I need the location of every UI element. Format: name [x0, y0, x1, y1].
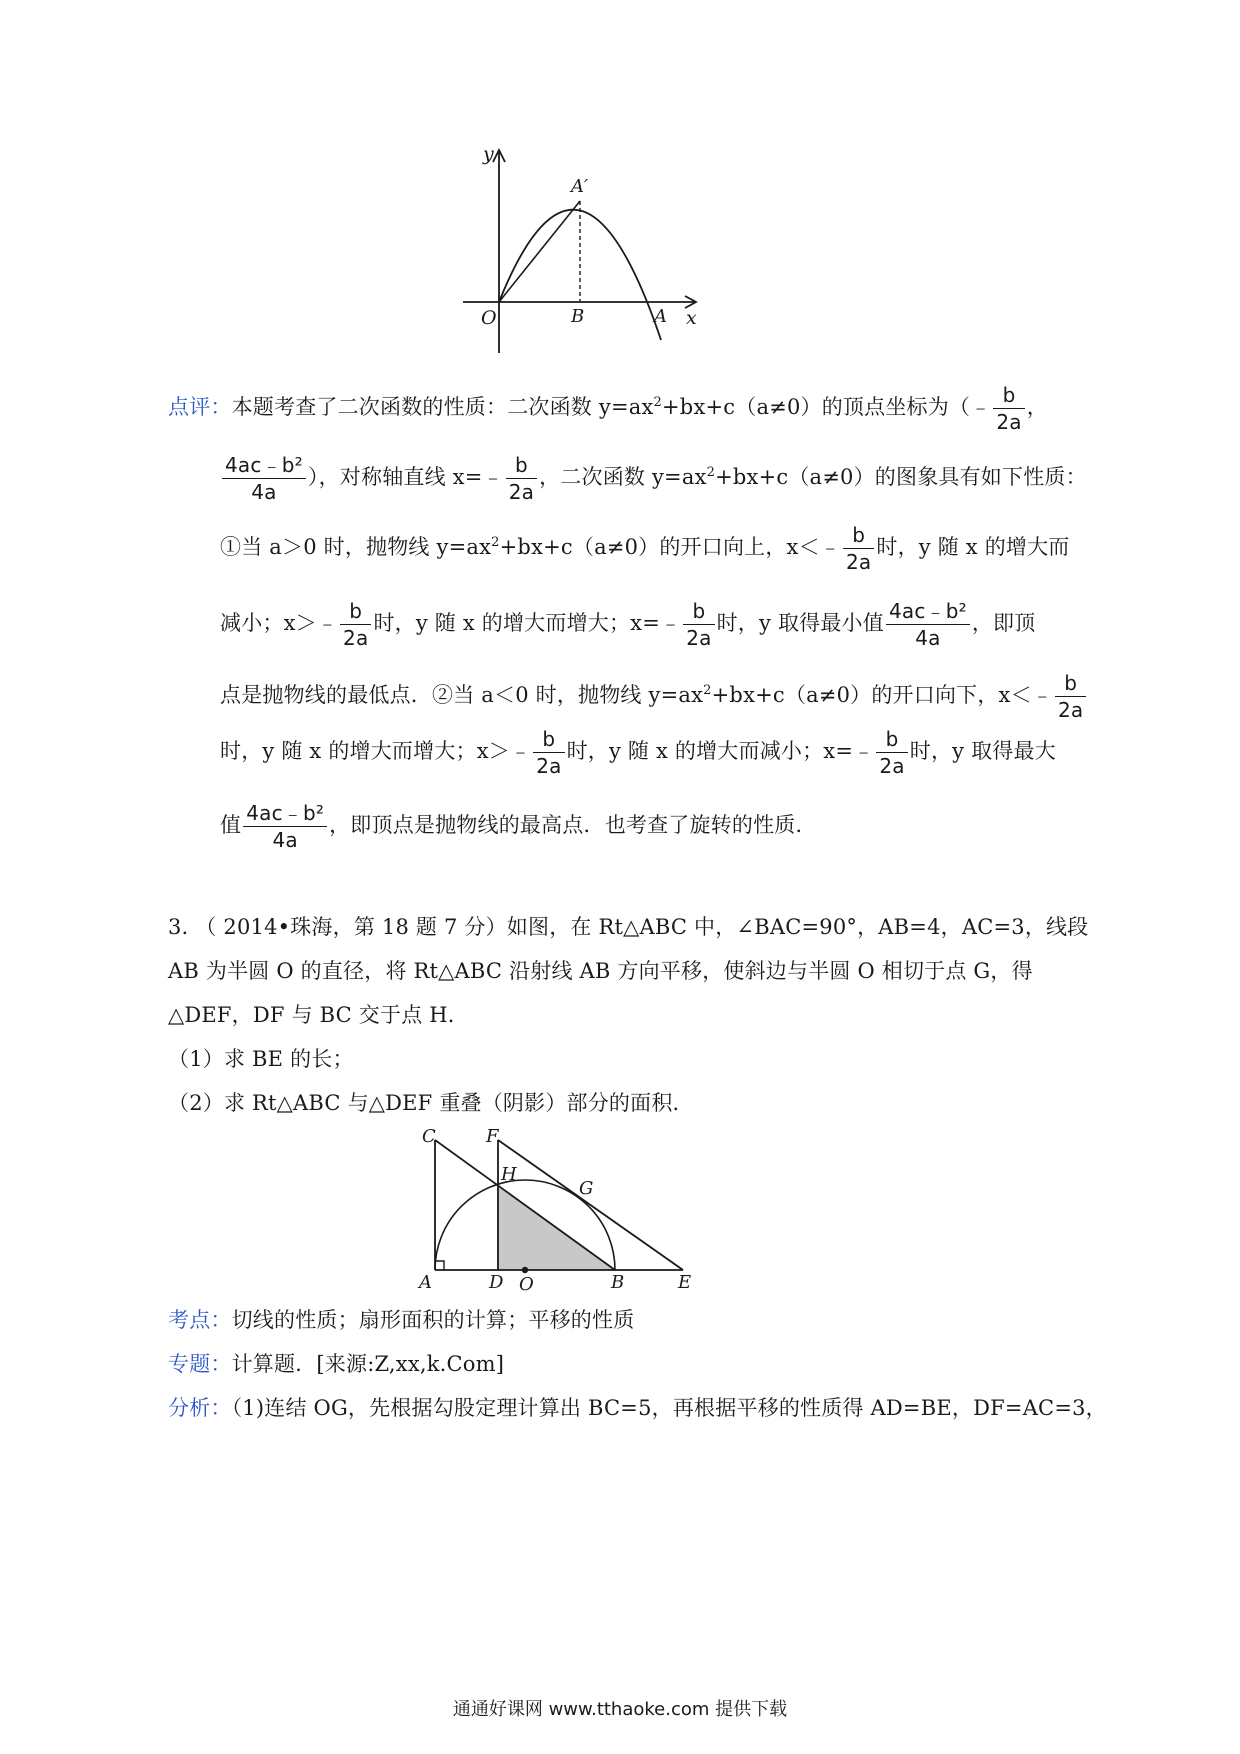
label-c: C	[422, 1126, 436, 1147]
review-text-6c: 时，y 取得最大	[909, 739, 1056, 763]
sup-2: 2	[653, 395, 662, 410]
review-text-3a: ①当 a＞0 时，抛物线 y=ax	[220, 535, 492, 559]
review-line-5	[220, 670, 1088, 723]
parabola-figure	[455, 138, 715, 368]
review-text-3c: 时，y 随 x 的增大而	[876, 535, 1070, 559]
kaodian-line	[168, 1305, 634, 1335]
label-g: G	[579, 1178, 594, 1199]
review-text-2a: ），对称轴直线 x=﹣	[307, 465, 504, 489]
fraction-b-over-2a: $\frac{b}{2a}$	[683, 598, 714, 651]
label-e: E	[678, 1272, 692, 1293]
label-a: A	[654, 306, 667, 327]
review-text-2c: +bx+c（a≠0）的图象具有如下性质：	[715, 465, 1087, 489]
fraction-b-over-2a: $\frac{b}{2a}$	[876, 726, 907, 779]
problem3-line-3: △DEF，DF 与 BC 交于点 H．	[168, 1003, 469, 1027]
review-text-1c: ，	[1026, 395, 1048, 419]
segment-oa-prime	[499, 201, 580, 302]
review-text-5b: +bx+c（a≠0）的开口向下，x＜﹣	[711, 683, 1053, 707]
label-f: F	[486, 1126, 499, 1147]
sup-2: 2	[706, 465, 716, 480]
page-footer: 通通好课网 www.tthaoke.com 提供下载	[452, 1699, 788, 1720]
label-y: y	[483, 143, 494, 165]
review-line-2	[220, 452, 1087, 505]
fraction-b-over-2a: $\frac{b}{2a}$	[993, 382, 1024, 435]
fraction-vertex-y: $\frac{\text{4ac﹣b²}}{4a}$	[886, 598, 970, 651]
review-text-1b: +bx+c（a≠0）的顶点坐标为（﹣	[662, 395, 992, 419]
review-text-7a: 值	[220, 813, 242, 837]
problem3-line-2: AB 为半圆 O 的直径，将 Rt△ABC 沿射线 AB 方向平移，使斜边与半圆 O 相切于点 G，得	[168, 959, 1033, 983]
label-o: O	[481, 307, 497, 329]
fraction-vertex-y: $\frac{\text{4ac﹣b²}}{4a}$	[222, 452, 306, 505]
fenxi-text: （1)连结 OG，先根据勾股定理计算出 BC=5，再根据平移的性质得 AD=BE，DF=AC=3，	[231, 1396, 1107, 1420]
triangle-semicircle-figure	[415, 1120, 705, 1295]
sup-2: 2	[491, 535, 500, 550]
review-text-4a: 减小；x＞﹣	[220, 611, 339, 635]
fenxi-line	[168, 1393, 1107, 1423]
review-text-3b: +bx+c（a≠0）的开口向上，x＜﹣	[499, 535, 841, 559]
sup-2: 2	[703, 683, 712, 698]
review-text-5a: 点是抛物线的最低点．②当 a＜0 时，抛物线 y=ax	[220, 683, 704, 707]
problem3-question-1: （1）求 BE 的长；	[168, 1047, 354, 1071]
label-a: A	[419, 1272, 432, 1293]
label-o: O	[519, 1274, 534, 1295]
review-text-2b: ，二次函数 y=ax	[539, 465, 707, 489]
fraction-b-over-2a: $\frac{b}{2a}$	[506, 452, 537, 505]
kaodian-label: 考点：	[168, 1308, 232, 1332]
zhuanti-text: 计算题．[来源:Z,xx,k.Com]	[231, 1352, 505, 1376]
review-line-4	[220, 598, 1035, 651]
review-text-1a: 本题考查了二次函数的性质：二次函数 y=ax	[231, 395, 654, 419]
review-text-4d: ，即顶	[971, 611, 1036, 635]
fraction-b-over-2a: $\frac{b}{2a}$	[533, 726, 564, 779]
review-label: 点评：	[168, 395, 232, 419]
zhuanti-line	[168, 1349, 504, 1379]
label-h: H	[501, 1164, 517, 1185]
review-line-1	[168, 382, 1048, 435]
label-b: B	[611, 1272, 625, 1293]
review-text-7b: ，即顶点是抛物线的最高点．也考查了旋转的性质．	[329, 813, 817, 837]
review-text-6a: 时，y 随 x 的增大而增大；x＞﹣	[220, 739, 532, 763]
kaodian-text: 切线的性质；扇形面积的计算；平移的性质	[231, 1308, 635, 1332]
review-text-6b: 时，y 随 x 的增大而减小；x=﹣	[566, 739, 875, 763]
right-angle-mark	[435, 1261, 444, 1270]
fraction-vertex-y: $\frac{\text{4ac﹣b²}}{4a}$	[243, 800, 327, 853]
review-line-7	[220, 800, 817, 853]
label-a-prime: A′	[571, 176, 589, 197]
review-text-4b: 时，y 随 x 的增大而增大；x=﹣	[373, 611, 682, 635]
label-b: B	[571, 306, 585, 327]
zhuanti-label: 专题：	[168, 1352, 232, 1376]
review-line-3	[220, 522, 1070, 575]
label-d: D	[489, 1272, 504, 1293]
center-point-o	[522, 1267, 528, 1273]
fraction-b-over-2a: $\frac{b}{2a}$	[340, 598, 371, 651]
label-x: x	[686, 307, 697, 329]
fraction-b-over-2a: $\frac{b}{2a}$	[843, 522, 874, 575]
review-line-6	[220, 726, 1056, 779]
fraction-b-over-2a: $\frac{b}{2a}$	[1055, 670, 1086, 723]
problem3-line-1: 3. （ 2014•珠海，第 18 题 7 分）如图，在 Rt△ABC 中，∠BAC=90°，AB=4，AC=3，线段	[168, 915, 1089, 939]
review-text-4c: 时，y 取得最小值	[716, 611, 884, 635]
problem3-question-2: （2）求 Rt△ABC 与△DEF 重叠（阴影）部分的面积．	[168, 1091, 694, 1115]
fenxi-label: 分析：	[168, 1396, 232, 1420]
